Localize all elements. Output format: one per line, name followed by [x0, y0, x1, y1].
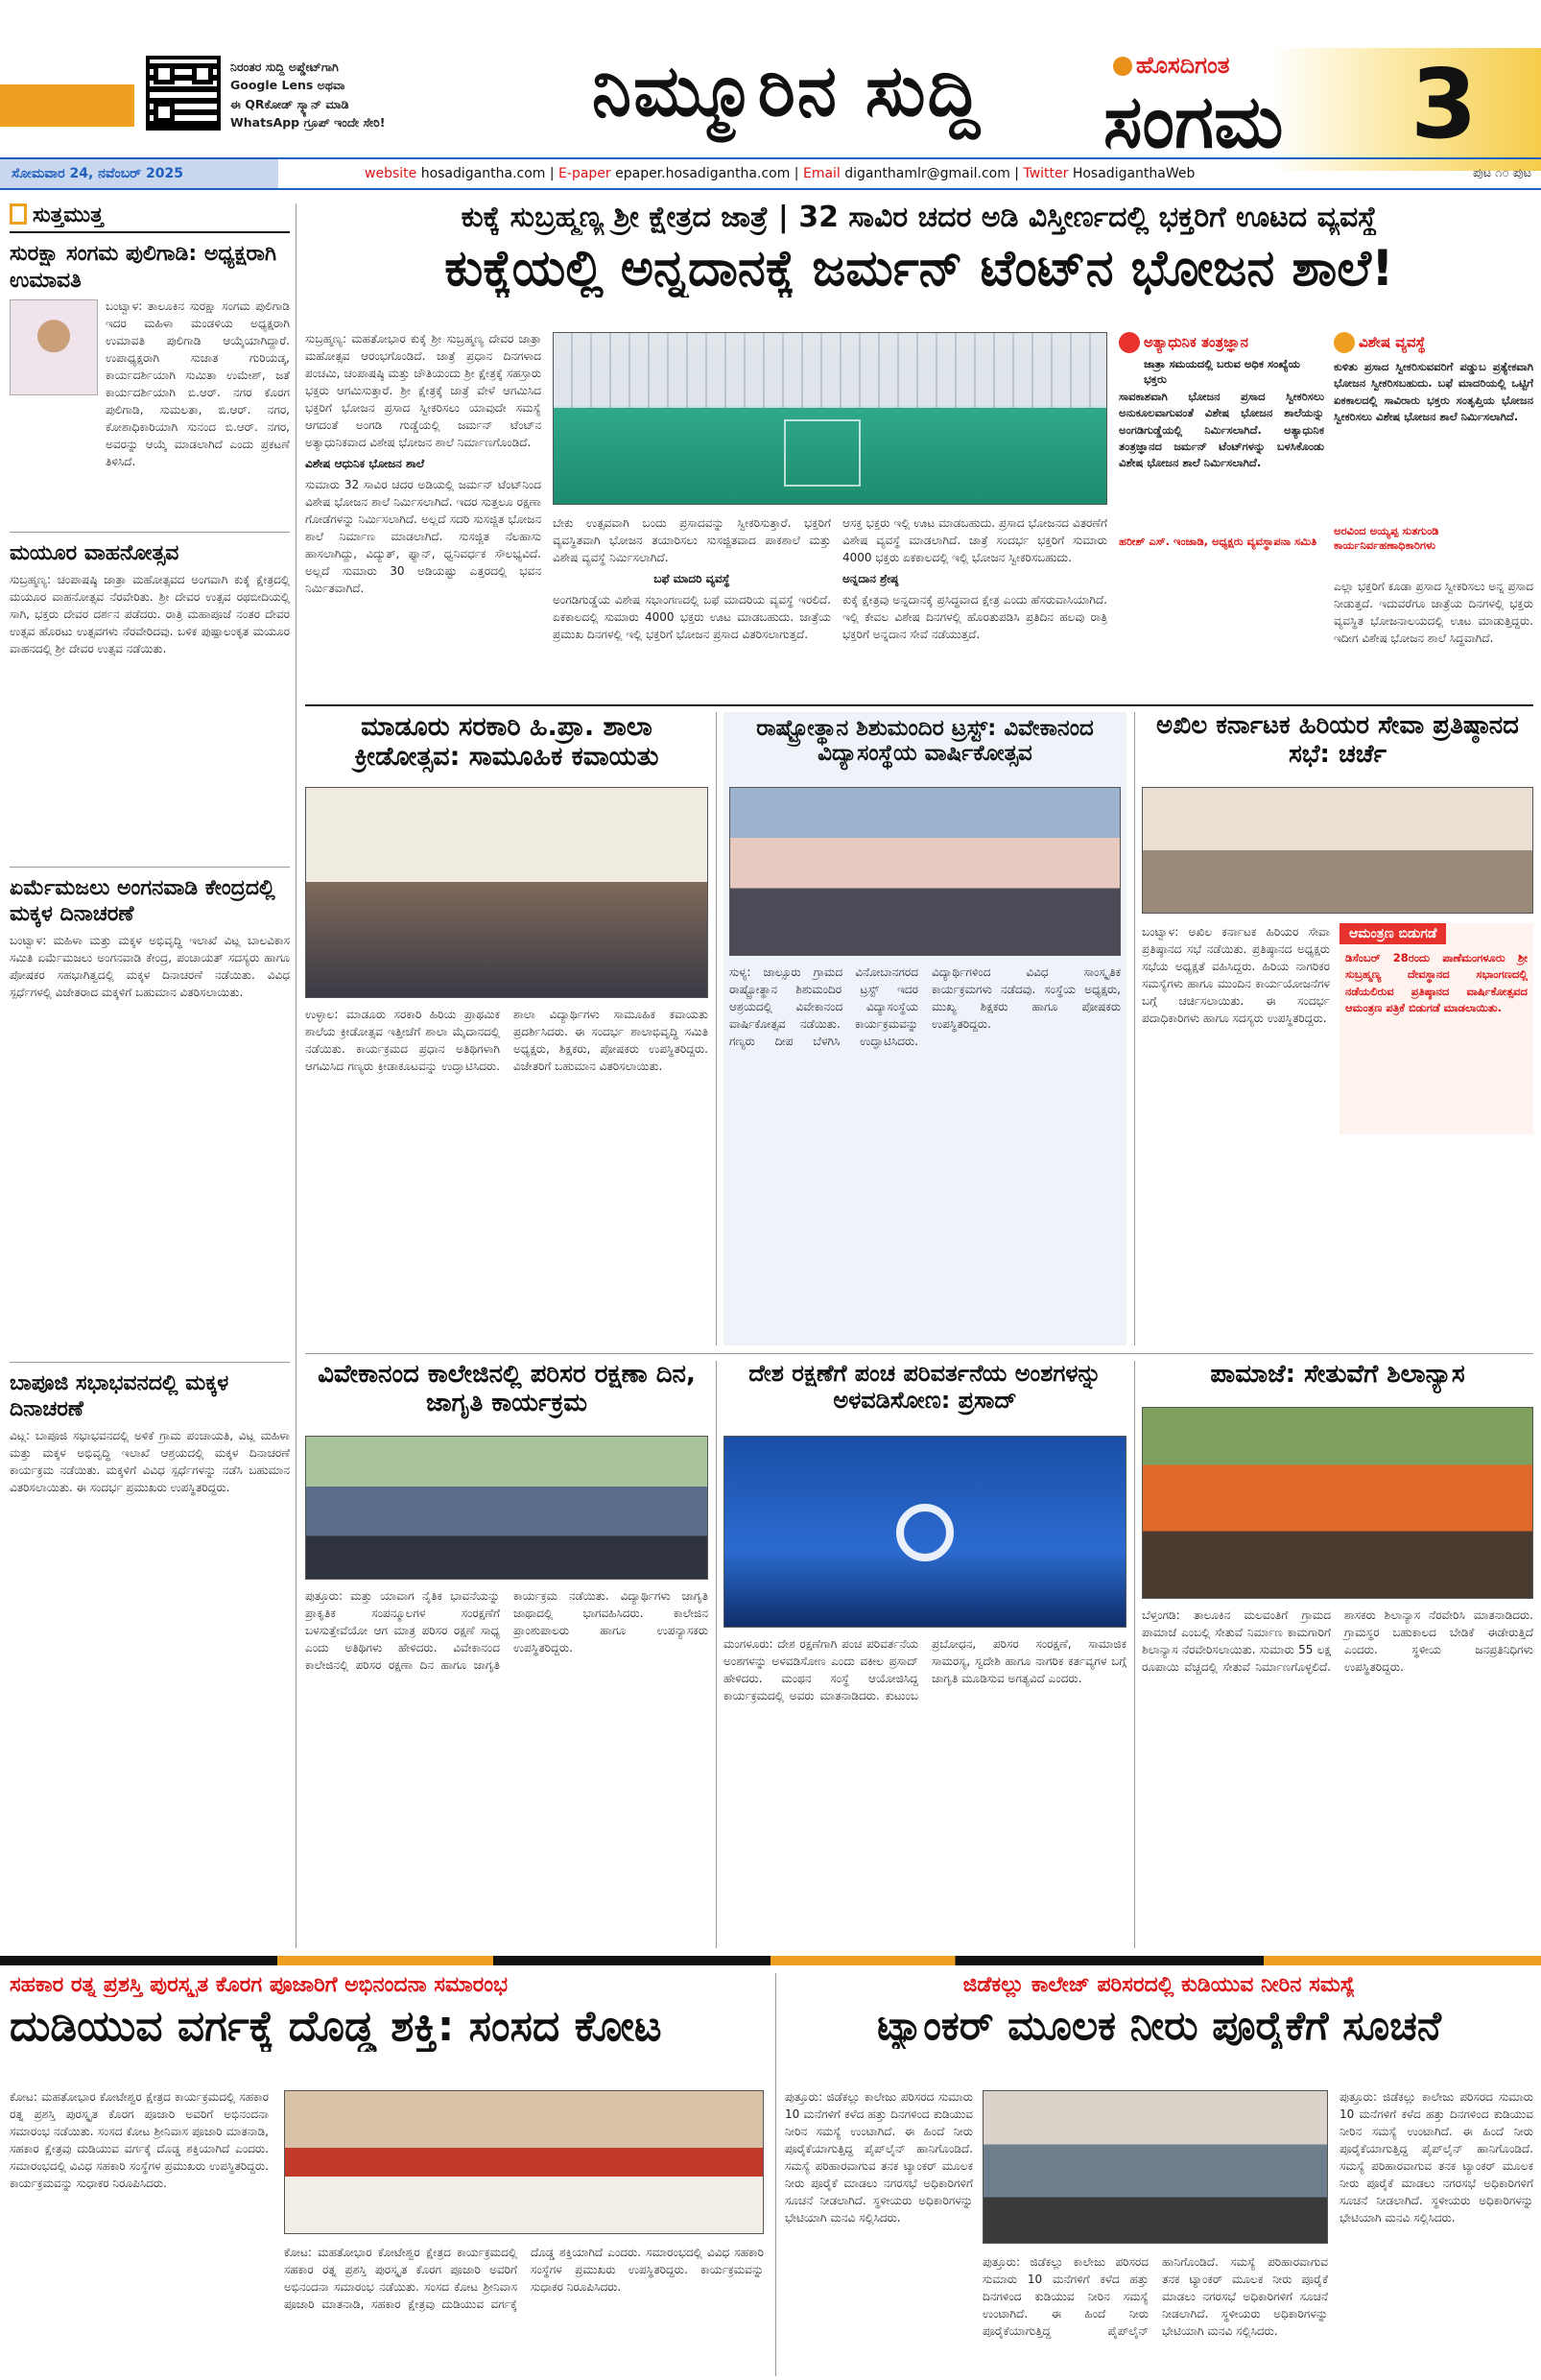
story-text: ಉಳ್ಳಾಲ: ಮಾಡೂರು ಸರಕಾರಿ ಹಿರಿಯ ಪ್ರಾಥಮಿಕ ಶಾಲೆಯ ಕ್ರೀಡೋತ್ಸವ ಇತ್ತೀಚೆಗೆ ಶಾಲಾ ಮೈದಾನದಲ್ಲಿ ನಡೆಯಿತು. ಕಾರ್ಯಕ್ರಮದ ಪ್ರಧಾನ ಅತಿಥಿಗಳಾಗಿ ಆಗಮಿಸಿದ ಗಣ್ಯರು ಕ್ರೀಡಾಕೂಟವನ್ನು ಉದ್ಘಾಟಿಸಿದರು. ಶಾಲಾ ವಿದ್ಯಾರ್ಥಿಗಳು ಸಾಮೂಹಿಕ ಕವಾಯತು ಪ್ರದರ್ಶಿಸಿದರು. ಈ ಸಂದರ್ಭ ಶಾಲಾಭಿವೃದ್ಧಿ ಸಮಿತಿ ಅಧ್ಯಕ್ಷರು, ಶಿಕ್ಷಕರು, ಪೋಷಕರು ಉಪಸ್ಥಿತರಿದ್ದರು. ವಿಜೇತರಿಗೆ ಬಹುಮಾನ ವಿತರಿಸಲಾಯಿತು. [305, 1008, 708, 1073]
story-text-right: ಪುತ್ತೂರು: ಜಿಡೆಕಲ್ಲು ಕಾಲೇಜು ಪರಿಸರದ ಸುಮಾರು 10 ಮನೆಗಳಿಗೆ ಕಳೆದ ಹತ್ತು ದಿನಗಳಿಂದ ಕುಡಿಯುವ ನೀರಿನ ಸಮಸ್ಯೆ ಉಂಟಾಗಿದೆ. ಈ ಹಿಂದೆ ನೀರು ಪೂರೈಕೆಯಾಗುತ್ತಿದ್ದ ಪೈಪ್‌ಲೈನ್ ಹಾನಿಗೊಂಡಿದೆ. ಸಮಸ್ಯೆ ಪರಿಹಾರವಾಗುವ ತನಕ ಟ್ಯಾಂಕರ್ ಮೂಲಕ ನೀರು ಪೂರೈಕೆ ಮಾಡಲು ನಗರಸಭೆ ಅಧಿಕಾರಿಗಳಿಗೆ ಸೂಚನೆ ನೀಡಲಾಗಿದೆ. ಸ್ಥಳೀಯರು ಅಧಿಕಾರಿಗಳನ್ನು ಭೇಟಿಯಾಗಿ ಮನವಿ ಸಲ್ಲಿಸಿದರು. [1339, 2090, 1533, 2225]
story-photo [723, 1436, 1126, 1628]
sidebar-item [10, 1370, 290, 1888]
lead-text-far: ಎಲ್ಲಾ ಭಕ್ತರಿಗೆ ಕೂಡಾ ಪ್ರಸಾದ ಸ್ವೀಕರಿಸಲು ಅನ್ನ ಪ್ರಸಾದ ನೀಡುತ್ತದೆ. ಇದುವರೆಗೂ ಜಾತ್ರೆಯ ದಿನಗಳಲ್ಲಿ ಭಕ್ತರು ವ್ಯವಸ್ಥಿತ ಭೋಜನಾಲಯದಲ್ಲಿ ಊಟ ಮಾಡುತ್ತಿದ್ದರು. ಇದೀಗ ವಿಶೇಷ ಭೋಜನ ಶಾಲೆ ಸಿದ್ಧವಾಗಿದೆ. [1334, 580, 1533, 645]
sidebar-item-title: ಏರ್ಮೆಮಜಲು ಅಂಗನವಾಡಿ ಕೇಂದ್ರದಲ್ಲಿ ಮಕ್ಕಳ ದಿನಾಚರಣೆ [10, 875, 275, 926]
story-pamaje-bridge [1142, 1361, 1533, 1948]
twitter-link[interactable]: HosadiganthaWeb [1072, 166, 1196, 181]
lead-text-right: ಆಸಕ್ತ ಭಕ್ತರು ಇಲ್ಲಿ ಊಟ ಮಾಡಬಹುದು. ಪ್ರಸಾದ ಭೋಜನದ ವಿತರಣೆಗೆ ವಿಶೇಷ ವ್ಯವಸ್ಥೆ ಮಾಡಲಾಗಿದೆ. ಜಾತ್ರೆ ಸಂದರ್ಭ ಭಕ್ತರಿಗೆ ಸುಮಾರು 4000 ಭಕ್ತರು ಏಕಕಾಲದಲ್ಲಿ ಇಲ್ಲಿ ಭೋಜನ ಸ್ವೀಕರಿಸಬಹುದು. ಅನ್ನದಾನ ಶ್ರೇಷ್ಠ ಕುಕ್ಕೆ ಕ್ಷೇತ್ರವು ಅನ್ನದಾನಕ್ಕೆ ಪ್ರಸಿದ್ಧವಾದ ಕ್ಷೇತ್ರ ಎಂದು ಹೆಸರುವಾಸಿಯಾಗಿದೆ. ಇಲ್ಲಿ ಕೇವಲ ವಿಶೇಷ ದಿನಗಳಲ್ಲಿ ಹೊರತುಪಡಿಸಿ ಪ್ರತಿದಿನ ಹಲವು ರಾತ್ರಿ ಭಕ್ತರಿಗೆ ಅನ್ನದಾನ ಸೇವೆ ನಡೆಯುತ್ತದೆ. [842, 516, 1107, 641]
sidebar-item-text: ವಿಟ್ಲ: ಬಾಪೂಜಿ ಸಭಾಭವನದಲ್ಲಿ ಅಳಿಕೆ ಗ್ರಾಮ ಪಂಚಾಯತಿ, ವಿಟ್ಲ ಮಹಿಳಾ ಮತ್ತು ಮಕ್ಕಳ ಅಭಿವೃದ್ಧಿ ಇಲಾಖೆ ಆಶ್ರಯದಲ್ಲಿ ಮಕ್ಕಳ ದಿನಾಚರಣೆ ಕಾರ್ಯಕ್ರಮ ನಡೆಯಿತು. ಮಕ್ಕಳಿಗೆ ವಿವಿಧ ಸ್ಪರ್ಧೆಗಳನ್ನು ನಡೆಸಿ ಬಹುಮಾನ ವಿತರಿಸಲಾಯಿತು. ಈ ಸಂದರ್ಭ ಪ್ರಮುಖರು ಉಪಸ್ಥಿತರಿದ್ದರು. [10, 1428, 290, 1494]
story-photo [305, 787, 708, 998]
story-text: ಬೆಳ್ತಂಗಡಿ: ತಾಲೂಕಿನ ಮಲವಂತಿಗೆ ಗ್ರಾಮದ ಪಾಮಾಜೆ ಎಂಬಲ್ಲಿ ಸೇತುವೆ ನಿರ್ಮಾಣ ಕಾಮಗಾರಿಗೆ ಶಿಲಾನ್ಯಾಸ ನೆರವೇರಿಸಲಾಯಿತು. ಸುಮಾರು 55 ಲಕ್ಷ ರೂಪಾಯಿ ವೆಚ್ಚದಲ್ಲಿ ಸೇತುವೆ ನಿರ್ಮಾಣಗೊಳ್ಳಲಿದೆ. ಶಾಸಕರು ಶಿಲಾನ್ಯಾಸ ನೆರವೇರಿಸಿ ಮಾತನಾಡಿದರು. ಗ್ರಾಮಸ್ಥರ ಬಹುಕಾಲದ ಬೇಡಿಕೆ ಈಡೇರುತ್ತಿದೆ ಎಂದರು. ಸ್ಥಳೀಯ ಜನಪ್ರತಿನಿಧಿಗಳು ಉಪಸ್ಥಿತರಿದ್ದರು. [1142, 1608, 1533, 1674]
accent-bar [0, 84, 134, 127]
story-photo [305, 1436, 708, 1580]
story-headline: ದುಡಿಯುವ ವರ್ಗಕ್ಕೆ ದೊಡ್ಡ ಶಕ್ತಿ: ಸಂಸದ ಕೋಟ [10, 2003, 662, 2051]
sidebar-item [10, 540, 290, 859]
story-title: ಪಾಮಾಜೆ: ಸೇತುವೆಗೆ ಶಿಲಾನ್ಯಾಸ [1210, 1360, 1465, 1389]
story-photo [284, 2090, 764, 2234]
story-text-continued: ಕೋಟ: ಮಹತೋಭಾರ ಕೋಟೇಶ್ವರ ಕ್ಷೇತ್ರದ ಕಾರ್ಯಕ್ರಮದಲ್ಲಿ ಸಹಕಾರ ರತ್ನ ಪ್ರಶಸ್ತಿ ಪುರಸ್ಕೃತ ಕೊರಗ ಪೂಜಾರಿ ಅವರಿಗೆ ಅಭಿನಂದನಾ ಸಮಾರಂಭ ನಡೆಯಿತು. ಸಂಸದ ಕೋಟ ಶ್ರೀನಿವಾಸ ಪೂಜಾರಿ ಮಾತನಾಡಿ, ಸಹಕಾರ ಕ್ಷೇತ್ರವು ದುಡಿಯುವ ವರ್ಗಕ್ಕೆ ದೊಡ್ಡ ಶಕ್ತಿಯಾಗಿದೆ ಎಂದರು. ಸಮಾರಂಭದಲ್ಲಿ ವಿವಿಧ ಸಹಕಾರಿ ಸಂಸ್ಥೆಗಳ ಪ್ರಮುಖರು ಉಪಸ್ಥಿತರಿದ್ದರು. ಕಾರ್ಯಕ್ರಮವನ್ನು ಸುಧಾಕರ ನಿರೂಪಿಸಿದರು. [284, 2246, 764, 2311]
bottom-divider [0, 1956, 1541, 1965]
lead-headline: ಕುಕ್ಕೆಯಲ್ಲಿ ಅನ್ನದಾನಕ್ಕೆ ಜರ್ಮನ್ ಟೆಂಟ್‌ನ ಭೋಜನ ಶಾಲೆ! [444, 240, 1394, 298]
quote-icon [1334, 332, 1355, 353]
story-text: ಪುತ್ತೂರು: ಮತ್ತು ಯಾವಾಗ ನೈತಿಕ ಭಾವನೆಯನ್ನು ಪ್ರಾಕೃತಿಕ ಸಂಪನ್ಮೂಲಗಳ ಸಂರಕ್ಷಣೆಗೆ ಬಳಸುತ್ತೇವೆಯೋ ಆಗ ಮಾತ್ರ ಪರಿಸರ ರಕ್ಷಣೆ ಸಾಧ್ಯ ಎಂದು ಅತಿಥಿಗಳು ಹೇಳಿದರು. ವಿವೇಕಾನಂದ ಕಾಲೇಜಿನಲ್ಲಿ ಪರಿಸರ ರಕ್ಷಣಾ ದಿನ ಹಾಗೂ ಜಾಗೃತಿ ಕಾರ್ಯಕ್ರಮ ನಡೆಯಿತು. ವಿದ್ಯಾರ್ಥಿಗಳು ಜಾಗೃತಿ ಜಾಥಾದಲ್ಲಿ ಭಾಗವಹಿಸಿದರು. ಕಾಲೇಜಿನ ಪ್ರಾಂಶುಪಾಲರು ಹಾಗೂ ಉಪನ್ಯಾಸಕರು ಉಪಸ್ಥಿತರಿದ್ದರು. [305, 1589, 708, 1672]
links: website hosadigantha.com | E-paper epaper.hosadigantha.com | Email diganthamlr@gmail.com | Twitter HosadiganthaWeb [365, 166, 1196, 181]
sidebar-item [10, 875, 290, 1354]
story-text: ಮಂಗಳೂರು: ದೇಶ ರಕ್ಷಣೆಗಾಗಿ ಪಂಚ ಪರಿವರ್ತನೆಯ ಅಂಶಗಳನ್ನು ಅಳವಡಿಸೋಣ ಎಂದು ವಕೀಲ ಪ್ರಸಾದ್ ಹೇಳಿದರು. ಮಂಥನ ಸಂಸ್ಥೆ ಆಯೋಜಿಸಿದ್ದ ಕಾರ್ಯಕ್ರಮದಲ್ಲಿ ಅವರು ಮಾತನಾಡಿದರು. ಕುಟುಂಬ ಪ್ರಬೋಧನ, ಪರಿಸರ ಸಂರಕ್ಷಣೆ, ಸಾಮಾಜಿಕ ಸಾಮರಸ್ಯ, ಸ್ವದೇಶಿ ಹಾಗೂ ನಾಗರಿಕ ಕರ್ತವ್ಯಗಳ ಬಗ್ಗೆ ಜಾಗೃತಿ ಮೂಡಿಸುವ ಅಗತ್ಯವಿದೆ ಎಂದರು. [723, 1637, 1126, 1702]
story-environment [305, 1361, 708, 1948]
qr-code[interactable] [146, 56, 221, 131]
pages-label: ಪುಟ ೧೦ ಪುಟ [1473, 166, 1531, 180]
story-title: ದೇಶ ರಕ್ಷಣೆಗೆ ಪಂಚ ಪರಿವರ್ತನೆಯ ಅಂಶಗಳನ್ನು ಅಳವಡಿಸೋಣ: ಪ್ರಸಾದ್ [748, 1360, 1102, 1414]
lead-text-left: ಸುಬ್ರಹ್ಮಣ್ಯ: ಮಹತೋಭಾರ ಕುಕ್ಕೆ ಶ್ರೀ ಸುಬ್ರಹ್ಮಣ್ಯ ದೇವರ ಜಾತ್ರಾ ಮಹೋತ್ಸವ ಆರಂಭಗೊಂಡಿದೆ. ಜಾತ್ರೆ ಪ್ರಧಾನ ದಿನಗಳಾದ ಪಂಚಮಿ, ಚಂಪಾಷಷ್ಠಿ ಮತ್ತು ಚೌತಿಯಂದು ಶ್ರೀ ಕ್ಷೇತ್ರಕ್ಕೆ ಸಹಸ್ರಾರು ಭಕ್ತರು ಆಗಮಿಸುತ್ತಾರೆ. ಶ್ರೀ ಕ್ಷೇತ್ರಕ್ಕೆ ಜಾತ್ರೆ ವೇಳೆ ಆಗಮಿಸಿದ ಭಕ್ತರಿಗೆ ಭೋಜನ ಪ್ರಸಾದ ಸ್ವೀಕರಿಸಲು ಯಾವುದೇ ಸಮಸ್ಯೆ ಆಗದಂತೆ ಅಂಗಡಿ ಗುಡ್ಡೆಯಲ್ಲಿ ಜರ್ಮನ್ ಟೆಂಟ್‌ನ ಅತ್ಯಾಧುನಿಕವಾದ ವಿಶೇಷ ಭೋಜನ ಶಾಲೆ ನಿರ್ಮಾಣಗೊಂಡಿದೆ. ವಿಶೇಷ ಆಧುನಿಕ ಭೋಜನ ಶಾಲೆ ಸುಮಾರು 32 ಸಾವಿರ ಚದರ ಅಡಿಯಲ್ಲಿ ಜರ್ಮನ್ ಟೆಂಟ್‌ನಿಂದ ವಿಶೇಷ ಭೋಜನ ಶಾಲೆ ನಿರ್ಮಿಸಲಾಗಿದೆ. ಇದರ ಸುತ್ತಲೂ ರಕ್ಷಣಾ ಗೋಡೆಗಳನ್ನು ನಿರ್ಮಿಸಲಾಗಿದೆ. ಅಲ್ಲದೆ ಸದರಿ ಸುಸಜ್ಜಿತ ಭೋಜನ ಶಾಲೆ ನಿರ್ಮಾಣ ಮಾಡಲಾಗಿದೆ. ಸುಸಜ್ಜಿತ ನೆಲಹಾಸು ಹಾಸಲಾಗಿದ್ದು, ವಿದ್ಯುತ್, ಫ್ಯಾನ್, ಧ್ವನಿವರ್ಧಕ ಸೌಲಭ್ಯವಿದೆ. ಅಲ್ಲದೆ ಸುಮಾರು 30 ಅಡಿಯಷ್ಟು ಎತ್ತರದಲ್ಲಿ ಭವನ ನಿರ್ಮಿತವಾಗಿದೆ. [305, 332, 541, 595]
story-text-continued: ಪುತ್ತೂರು: ಜಿಡೆಕಲ್ಲು ಕಾಲೇಜು ಪರಿಸರದ ಸುಮಾರು 10 ಮನೆಗಳಿಗೆ ಕಳೆದ ಹತ್ತು ದಿನಗಳಿಂದ ಕುಡಿಯುವ ನೀರಿನ ಸಮಸ್ಯೆ ಉಂಟಾಗಿದೆ. ಈ ಹಿಂದೆ ನೀರು ಪೂರೈಕೆಯಾಗುತ್ತಿದ್ದ ಪೈಪ್‌ಲೈನ್ ಹಾನಿಗೊಂಡಿದೆ. ಸಮಸ್ಯೆ ಪರಿಹಾರವಾಗುವ ತನಕ ಟ್ಯಾಂಕರ್ ಮೂಲಕ ನೀರು ಪೂರೈಕೆ ಮಾಡಲು ನಗರಸಭೆ ಅಧಿಕಾರಿಗಳಿಗೆ ಸೂಚನೆ ನೀಡಲಾಗಿದೆ. ಸ್ಥಳೀಯರು ಅಧಿಕಾರಿಗಳನ್ನು ಭೇಟಿಯಾಗಿ ಮನವಿ ಸಲ್ಲಿಸಿದರು. [983, 2255, 1328, 2338]
box-title: ಅತ್ಯಾಧುನಿಕ ತಂತ್ರಜ್ಞಾನ [1119, 332, 1324, 353]
story-text: ಬಂಟ್ವಾಳ: ಅಖಿಲ ಕರ್ನಾಟಕ ಹಿರಿಯರ ಸೇವಾ ಪ್ರತಿಷ್ಠಾನದ ಸಭೆ ನಡೆಯಿತು. ಪ್ರತಿಷ್ಠಾನದ ಅಧ್ಯಕ್ಷರು ಸಭೆಯ ಅಧ್ಯಕ್ಷತೆ ವಹಿಸಿದ್ದರು. ಹಿರಿಯ ನಾಗರಿಕರ ಸಮಸ್ಯೆಗಳು ಹಾಗೂ ಮುಂದಿನ ಕಾರ್ಯಯೋಜನೆಗಳ ಬಗ್ಗೆ ಚರ್ಚಿಸಲಾಯಿತು. ಈ ಸಂದರ್ಭ ಪದಾಧಿಕಾರಿಗಳು ಹಾಗೂ ಸದಸ್ಯರು ಉಪಸ್ಥಿತರಿದ್ದರು. [1142, 925, 1330, 1025]
box-title: ವಿಶೇಷ ವ್ಯವಸ್ಥೆ [1334, 332, 1533, 353]
story-kicker: ಸಹಕಾರ ರತ್ನ ಪ್ರಶಸ್ತಿ ಪುರಸ್ಕೃತ ಕೊರಗ ಪೂಜಾರಿಗೆ ಅಭಿನಂದನಾ ಸಮಾರಂಭ [10, 1973, 509, 1997]
qr-instructions: ನಿರಂತರ ಸುದ್ದಿ ಅಪ್ಡೇಟ್‌ಗಾಗಿ Google Lens ಅಥವಾ ಈ QRಕೋಡ್ ಸ್ಕ್ಯಾನ್ ಮಾಡಿ WhatsApp ಗ್ರೂಪ್ ಇಂದೇ ಸೇರಿ! [230, 60, 386, 131]
story-photo [729, 787, 1121, 956]
story-title: ಮಾಡೂರು ಸರಕಾರಿ ಹಿ.ಪ್ರಾ. ಶಾಲಾ ಕ್ರೀಡೋತ್ಸವ: ಸಾಮೂಹಿಕ ಕವಾಯತು [354, 712, 659, 773]
story-text: ಕೋಟ: ಮಹತೋಭಾರ ಕೋಟೇಶ್ವರ ಕ್ಷೇತ್ರದ ಕಾರ್ಯಕ್ರಮದಲ್ಲಿ ಸಹಕಾರ ರತ್ನ ಪ್ರಶಸ್ತಿ ಪುರಸ್ಕೃತ ಕೊರಗ ಪೂಜಾರಿ ಅವರಿಗೆ ಅಭಿನಂದನಾ ಸಮಾರಂಭ ನಡೆಯಿತು. ಸಂಸದ ಕೋಟ ಶ್ರೀನಿವಾಸ ಪೂಜಾರಿ ಮಾತನಾಡಿ, ಸಹಕಾರ ಕ್ಷೇತ್ರವು ದುಡಿಯುವ ವರ್ಗಕ್ಕೆ ದೊಡ್ಡ ಶಕ್ತಿಯಾಗಿದೆ ಎಂದರು. ಸಮಾರಂಭದಲ್ಲಿ ವಿವಿಧ ಸಹಕಾರಿ ಸಂಸ್ಥೆಗಳ ಪ್ರಮುಖರು ಉಪಸ್ಥಿತರಿದ್ದರು. ಕಾರ್ಯಕ್ರಮವನ್ನು ಸುಧಾಕರ ನಿರೂಪಿಸಿದರು. [10, 2090, 269, 2190]
story-text: ಪುತ್ತೂರು: ಜಿಡೆಕಲ್ಲು ಕಾಲೇಜು ಪರಿಸರದ ಸುಮಾರು 10 ಮನೆಗಳಿಗೆ ಕಳೆದ ಹತ್ತು ದಿನಗಳಿಂದ ಕುಡಿಯುವ ನೀರಿನ ಸಮಸ್ಯೆ ಉಂಟಾಗಿದೆ. ಈ ಹಿಂದೆ ನೀರು ಪೂರೈಕೆಯಾಗುತ್ತಿದ್ದ ಪೈಪ್‌ಲೈನ್ ಹಾನಿಗೊಂಡಿದೆ. ಸಮಸ್ಯೆ ಪರಿಹಾರವಾಗುವ ತನಕ ಟ್ಯಾಂಕರ್ ಮೂಲಕ ನೀರು ಪೂರೈಕೆ ಮಾಡಲು ನಗರಸಭೆ ಅಧಿಕಾರಿಗಳಿಗೆ ಸೂಚನೆ ನೀಡಲಾಗಿದೆ. ಸ್ಥಳೀಯರು ಅಧಿಕಾರಿಗಳನ್ನು ಭೇಟಿಯಾಗಿ ಮನವಿ ಸಲ್ಲಿಸಿದರು. [785, 2090, 973, 2225]
page-number: 3 [1411, 48, 1478, 160]
sidebar-header: ಸುತ್ತಮುತ್ತ [10, 203, 290, 233]
lead-kicker: ಕುಕ್ಕೆ ಸುಬ್ರಹ್ಮಣ್ಯ ಶ್ರೀ ಕ್ಷೇತ್ರದ ಜಾತ್ರೆ | 32 ಸಾವಿರ ಚದರ ಅಡಿ ವಿಸ್ತೀರ್ಣದಲ್ಲಿ ಭಕ್ತರಿಗೆ ಊಟದ ವ್ಯವಸ್ಥೆ [461, 202, 1378, 234]
email-link[interactable]: diganthamlr@gmail.com [844, 166, 1010, 181]
sun-icon [1113, 57, 1132, 76]
masthead-title: ನಿಮ್ಮೂರಿನ ಸುದ್ದಿ [591, 50, 983, 132]
avatar [10, 299, 98, 395]
date-label: ಸೋಮವಾರ 24, ನವೆಂಬರ್ 2025 [0, 159, 278, 188]
story-senior-citizens [1142, 712, 1533, 1345]
website-link[interactable]: hosadigantha.com [420, 166, 546, 181]
story-photo [1142, 1407, 1533, 1599]
story-prasad [723, 1361, 1126, 1948]
sidebar-item-text: ಬಂಟ್ವಾಳ: ಮಹಿಳಾ ಮತ್ತು ಮಕ್ಕಳ ಅಭಿವೃದ್ಧಿ ಇಲಾಖೆ ವಿಟ್ಲ ಬಾಲವಿಕಾಸ ಸಮಿತಿ ಏರ್ಮೆಮಜಲು ಅಂಗನವಾಡಿ ಕೇಂದ್ರ, ಪಂಚಾಯತ್ ಸದಸ್ಯರು ಹಾಗೂ ಪೋಷಕರ ಸಹಭಾಗಿತ್ವದಲ್ಲಿ ಮಕ್ಕಳ ದಿನಾಚರಣೆ ನಡೆಯಿತು. ವಿವಿಧ ಸ್ಪರ್ಧೆಗಳಲ್ಲಿ ವಿಜೇತರಾದ ಮಕ್ಕಳಿಗೆ ಬಹುಮಾನ ವಿತರಿಸಲಾಯಿತು. [10, 933, 290, 999]
story-title: ರಾಷ್ಟ್ರೋತ್ಥಾನ ಶಿಶುಮಂದಿರ ಟ್ರಸ್ಟ್: ವಿವೇಕಾನಂದ ವಿದ್ಯಾಸಂಸ್ಥೆಯ ವಾರ್ಷಿಕೋತ್ಸವ [756, 716, 1094, 767]
masthead [0, 0, 1541, 181]
lead-text-mid: ಬೇಕು ಉತ್ಸವವಾಗಿ ಬಂದು ಪ್ರಸಾದವನ್ನು ಸ್ವೀಕರಿಸುತ್ತಾರೆ. ಭಕ್ತರಿಗೆ ವ್ಯವಸ್ಥಿತವಾಗಿ ಭೋಜನ ತಯಾರಿಸಲು ಸುಸಜ್ಜಿತವಾದ ಪಾಕಶಾಲೆ ಮತ್ತು ವಿಶೇಷ ವ್ಯವಸ್ಥೆ ನಿರ್ಮಿಸಲಾಗಿದೆ. ಬಫೆ ಮಾದರಿ ವ್ಯವಸ್ಥೆ ಅಂಗಡಿಗುಡ್ಡೆಯ ವಿಶೇಷ ಸಭಾಂಗಣದಲ್ಲಿ ಬಫೆ ಮಾದರಿಯ ವ್ಯವಸ್ಥೆ ಇರಲಿದೆ. ಏಕಕಾಲದಲ್ಲಿ ಸುಮಾರು 4000 ಭಕ್ತರು ಊಟ ಮಾಡಬಹುದು. ಜಾತ್ರೆಯ ಪ್ರಮುಖ ದಿನಗಳಲ್ಲಿ ಇಲ್ಲಿ ಭಕ್ತರಿಗೆ ಭೋಜನ ಪ್ರಸಾದ ವಿತರಿಸಲಾಗುತ್ತದೆ. [553, 516, 831, 641]
story-vivekananda-school [723, 712, 1126, 1345]
sidebar-item-title: ಮಯೂರ ವಾಹನೋತ್ಸವ [10, 541, 179, 565]
sidebar-item-title: ಸುರಕ್ಷಾ ಸಂಗಮ ಪುಲಿಗಾಡಿ: ಅಧ್ಯಕ್ಷರಾಗಿ ಉಮಾವತಿ [10, 242, 276, 293]
story-tanker [785, 1973, 1533, 2376]
section-title: ಸಂಗಮ [1103, 79, 1284, 164]
lead-photo-tent [553, 332, 1107, 505]
info-bar [0, 157, 1541, 190]
story-title: ವಿವೇಕಾನಂದ ಕಾಲೇಜಿನಲ್ಲಿ ಪರಿಸರ ರಕ್ಷಣಾ ದಿನ, ಜಾಗೃತಿ ಕಾರ್ಯಕ್ರಮ [318, 1360, 696, 1417]
story-text: ಸುಳ್ಯ: ಜಾಲ್ಸೂರು ಗ್ರಾಮದ ವಿನೋಬಾನಗರದ ರಾಷ್ಟ್ರೋತ್ಥಾನ ಶಿಶುಮಂದಿರ ಟ್ರಸ್ಟ್ ಇದರ ಆಶ್ರಯದಲ್ಲಿ ವಿವೇಕಾನಂದ ವಿದ್ಯಾಸಂಸ್ಥೆಯ ವಾರ್ಷಿಕೋತ್ಸವ ನಡೆಯಿತು. ಕಾರ್ಯಕ್ರಮವನ್ನು ಗಣ್ಯರು ದೀಪ ಬೆಳಗಿಸಿ ಉದ್ಘಾಟಿಸಿದರು. ವಿದ್ಯಾರ್ಥಿಗಳಿಂದ ವಿವಿಧ ಸಾಂಸ್ಕೃತಿಕ ಕಾರ್ಯಕ್ರಮಗಳು ನಡೆದವು. ಸಂಸ್ಥೆಯ ಅಧ್ಯಕ್ಷರು, ಮುಖ್ಯ ಶಿಕ್ಷಕರು ಹಾಗೂ ಪೋಷಕರು ಉಪಸ್ಥಿತರಿದ್ದರು. [729, 965, 1121, 1048]
brand-logo: ಹೊಸದಿಗಂತ [1113, 52, 1230, 79]
info-box-technology: ಅತ್ಯಾಧುನಿಕ ತಂತ್ರಜ್ಞಾನ ಜಾತ್ರಾ ಸಮಯದಲ್ಲಿ ಬರುವ ಅಧಿಕ ಸಂಖ್ಯೆಯ ಭಕ್ತರು ಸಾವಕಾಶವಾಗಿ ಭೋಜನ ಪ್ರಸಾದ ಸ್ವೀಕರಿಸಲು ಅನುಕೂಲವಾಗುವಂತೆ ವಿಶೇಷ ಭೋಜನ ಶಾಲೆಯನ್ನು ಅಂಗಡಿಗುಡ್ಡೆಯಲ್ಲಿ ನಿರ್ಮಿಸಲಾಗಿದೆ. ಅತ್ಯಾಧುನಿಕ ತಂತ್ರಜ್ಞಾನದ ಜರ್ಮನ್ ಟೆಂಟ್‌ಗಳನ್ನು ಬಳಸಿಕೊಂಡು ವಿಶೇಷ ಭೋಜನ ಶಾಲೆ ನಿರ್ಮಿಸಲಾಗಿದೆ. ಹರೀಶ್ ಎಸ್. ಇಂಜಾಡಿ, ಅಧ್ಯಕ್ಷರು ವ್ಯವಸ್ಥಾಪನಾ ಸಮಿತಿ [1119, 333, 1324, 549]
sidebar-item [10, 241, 290, 524]
story-photo [983, 2090, 1328, 2244]
lead-story [305, 202, 1533, 701]
sidebar-item-text: ಬಂಟ್ವಾಳ: ತಾಲೂಕಿನ ಸುರಕ್ಷಾ ಸಂಗಮ ಪುಲಿಗಾಡಿ ಇದರ ಮಹಿಳಾ ಮಂಡಳಿಯ ಅಧ್ಯಕ್ಷರಾಗಿ ಉಮಾವತಿ ಪುಲಿಗಾಡಿ ಆಯ್ಕೆಯಾಗಿದ್ದಾರೆ. ಉಪಾಧ್ಯಕ್ಷರಾಗಿ ಸುಜಾತ ಗುರಿಯಡ್ಕ, ಕಾರ್ಯದರ್ಶಿಯಾಗಿ ಸುಮಿತಾ ಉಮೇಶ್, ಜತೆ ಕಾರ್ಯದರ್ಶಿಯಾಗಿ ಬಿ.ಆರ್. ನಗರ ಕೊರಗ ಪುಲಿಗಾಡಿ, ಸುಮಲತಾ, ಬಿ.ಆರ್. ನಗರ, ಕೋಶಾಧಿಕಾರಿಯಾಗಿ ಸುನಂದ ಬಿ.ಆರ್. ನಗರ, ಅವರನ್ನು ಆಯ್ಕೆ ಮಾಡಲಾಗಿದೆ ಎಂದು ಪ್ರಕಟಣೆ ತಿಳಿಸಿದೆ. [106, 299, 290, 468]
invite-box: ಆಮಂತ್ರಣ ಬಿಡುಗಡೆ ಡಿಸೆಂಬರ್ 28ರಂದು ಪಾಣೆಮಂಗಳೂರು ಶ್ರೀ ಸುಬ್ರಹ್ಮಣ್ಯ ದೇವಸ್ಥಾನದ ಸಭಾಂಗಣದಲ್ಲಿ ನಡೆಯಲಿರುವ ಪ್ರತಿಷ್ಠಾನದ ವಾರ್ಷಿಕೋತ್ಸವದ ಆಮಂತ್ರಣ ಪತ್ರಿಕೆ ಬಿಡುಗಡೆ ಮಾಡಲಾಯಿತು. [1339, 923, 1533, 1134]
quote-icon [1119, 332, 1140, 353]
epaper-link[interactable]: epaper.hosadigantha.com [615, 166, 791, 181]
story-photo [1142, 787, 1533, 914]
story-kicker: ಜಿಡೆಕಲ್ಲು ಕಾಲೇಜ್ ಪರಿಸರದಲ್ಲಿ ಕುಡಿಯುವ ನೀರಿನ ಸಮಸ್ಯೆ [962, 1973, 1356, 1997]
story-madooru [305, 712, 708, 1345]
info-box-special: ವಿಶೇಷ ವ್ಯವಸ್ಥೆ ಕುಳಿತು ಪ್ರಸಾದ ಸ್ವೀಕರಿಸುವವರಿಗೆ ಪಡ್ಡುಬ ಪ್ರತ್ಯೇಕವಾಗಿ ಭೋಜನ ಸ್ವೀಕರಿಸಬಹುದು. ಬಫೆ ಮಾದರಿಯಲ್ಲಿ ಒಟ್ಟಿಗೆ ಏಕಕಾಲದಲ್ಲಿ ಸಾವಿರಾರು ಭಕ್ತರು ಸಂತೃಪ್ತಿಯ ಭೋಜನ ಸ್ವೀಕರಿಸಲು ವಿಶೇಷ ಭೋಜನ ಶಾಲೆ ನಿರ್ಮಿಸಲಾಗಿದೆ. ಅರವಿಂದ ಅಯ್ಯಪ್ಪ ಸುತಗುಂಡಿ ಕಾರ್ಯನಿರ್ವಹಣಾಧಿಕಾರಿಗಳು [1334, 333, 1533, 552]
story-title: ಅಖಿಲ ಕರ್ನಾಟಕ ಹಿರಿಯರ ಸೇವಾ ಪ್ರತಿಷ್ಠಾನದ ಸಭೆ: ಚರ್ಚೆ [1156, 711, 1519, 769]
book-icon [10, 203, 27, 225]
story-kota [10, 1973, 768, 2376]
sidebar-item-title: ಬಾಪೂಜಿ ಸಭಾಭವನದಲ್ಲಿ ಮಕ್ಕಳ ದಿನಾಚರಣೆ [10, 1370, 229, 1421]
story-headline: ಟ್ಯಾಂಕರ್ ಮೂಲಕ ನೀರು ಪೂರೈಕೆಗೆ ಸೂಚನೆ [877, 2003, 1441, 2049]
sidebar-item-text: ಸುಬ್ರಹ್ಮಣ್ಯ: ಚಂಪಾಷಷ್ಠಿ ಜಾತ್ರಾ ಮಹೋತ್ಸವದ ಅಂಗವಾಗಿ ಕುಕ್ಕೆ ಕ್ಷೇತ್ರದಲ್ಲಿ ಮಯೂರ ವಾಹನೋತ್ಸವ ನೆರವೇರಿತು. ಶ್ರೀ ದೇವರ ಉತ್ಸವ ರಥಬೀದಿಯಲ್ಲಿ ಸಾಗಿ, ಭಕ್ತರು ದೇವರ ದರ್ಶನ ಪಡೆದರು. ರಾತ್ರಿ ಮಹಾಪೂಜೆ ನಂತರ ದೇವರ ಉತ್ಸವ ಹೊರಟು ಉತ್ಸವಗಳು ನೆರವೇರಿದವು. ಬಳಿಕ ಪುಷ್ಪಾಲಂಕೃತ ಮಯೂರ ವಾಹನದಲ್ಲಿ ಶ್ರೀ ದೇವರ ಉತ್ಸವ ನಡೆಯಿತು. [10, 572, 290, 655]
manthana-logo-icon [896, 1504, 954, 1561]
sidebar [10, 203, 290, 1948]
